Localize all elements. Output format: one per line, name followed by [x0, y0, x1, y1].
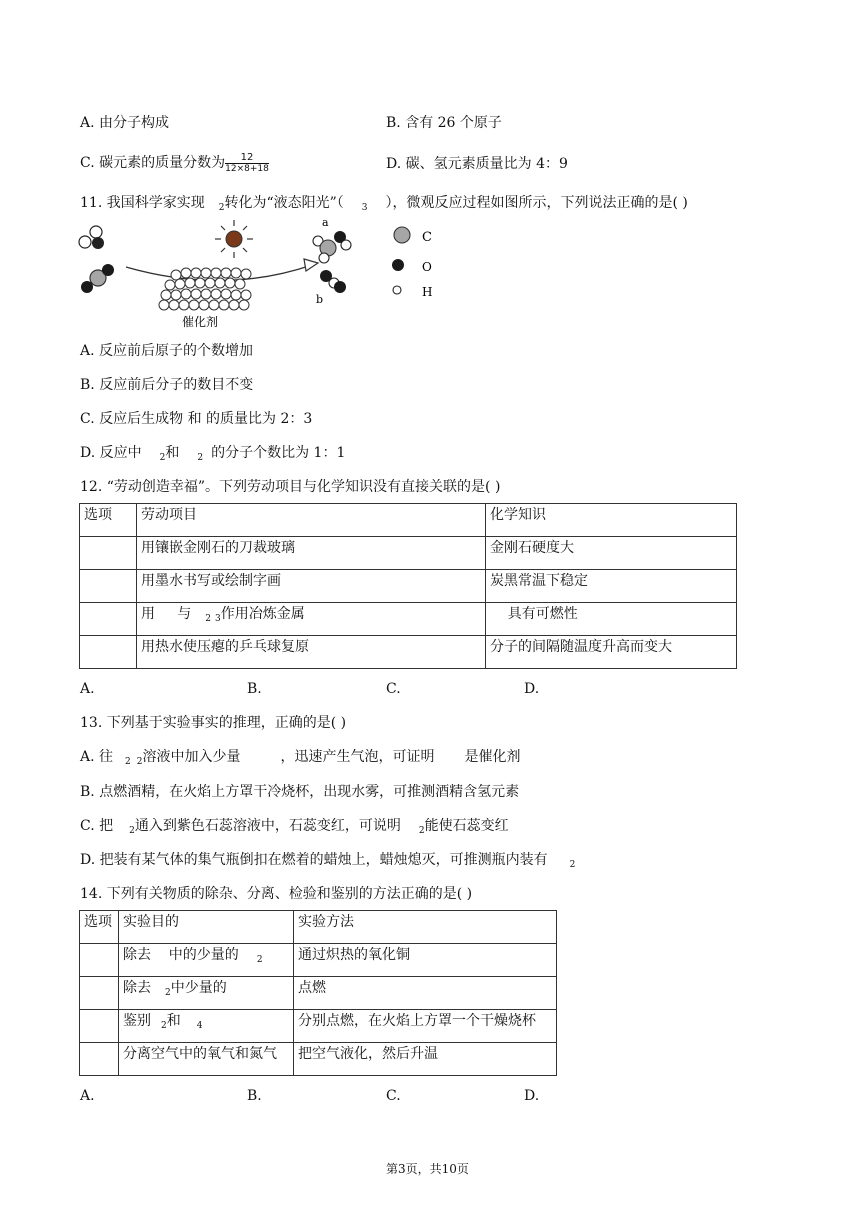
q13-option-a-part1: A. 往 [80, 749, 114, 765]
q12-answer-c: C. [386, 681, 401, 697]
table-cell-text: 除去 [123, 980, 151, 996]
q11-option-c: C. 反应后生成物 和 的质量比为 2：3 [80, 411, 313, 427]
q13-option-c-part2: 通入到紫色石蕊溶液中，石蕊变红，可说明 [134, 818, 401, 834]
product-a-molecule [313, 231, 351, 263]
q13-sub: 2 [125, 757, 131, 767]
q13-option-c-part1: C. 把 [80, 818, 114, 834]
q10-option-b: B. 含有 26 个原子 [386, 115, 502, 131]
legend-oxygen-icon [392, 259, 404, 271]
q13-option-b: B. 点燃酒精，在火焰上方罩干冷烧杯，出现水雾，可推测酒精含氢元素 [80, 784, 520, 800]
product-b-molecule [320, 270, 346, 293]
table-cell: 分别点燃，在火焰上方罩一个干燥烧杯 [294, 1010, 557, 1043]
table-row [80, 537, 737, 570]
q12-table [79, 503, 737, 669]
table-cell-text: 用 与 [141, 606, 192, 622]
table-header-cell: 选项 [80, 504, 137, 537]
reactant-h2-molecule [79, 226, 104, 249]
table-cell [137, 603, 486, 636]
q11-option-a: A. 反应前后原子的个数增加 [80, 343, 254, 359]
q11-option-d-part3: 的分子个数比为 1：1 [211, 445, 346, 461]
table-cell [119, 944, 294, 977]
q13-option-d-text: D. 把装有某气体的集气瓶倒扣在燃着的蜡烛上，蜡烛熄灭，可推测瓶内装有 [80, 852, 548, 868]
q13-option-a-part4: 是催化剂 [464, 749, 521, 765]
q11-stem-part1: 11. 我国科学家实现 [80, 195, 205, 211]
q11-option-d-part1: D. 反应中 [80, 445, 142, 461]
table-cell [119, 1010, 294, 1043]
reaction-arrow-head [304, 259, 318, 271]
q14-answer-d: D. [524, 1088, 540, 1104]
table-cell: 具有可燃性 [486, 603, 737, 636]
table-cell-sub: 3 [215, 614, 221, 624]
table-cell [80, 570, 137, 603]
table-cell: 分子的间隔随温度升高而变大 [486, 636, 737, 669]
q13-option-d [80, 851, 575, 874]
page-footer: 第3页，共10页 [386, 1162, 469, 1176]
legend-label-o: O [422, 260, 432, 274]
q13-stem: 13. 下列基于实验事实的推理，正确的是( ) [80, 715, 347, 731]
table-row [80, 1010, 557, 1043]
q13-option-a [80, 748, 520, 771]
q11-sub: 3 [361, 203, 368, 213]
q11-stem-part3: ），微观反应过程如图所示，下列说法正确的是( ) [385, 195, 688, 211]
atom-legend [392, 227, 432, 299]
table-row [80, 636, 737, 669]
q11-option-d-sub: 2 [197, 453, 204, 463]
q11-option-b: B. 反应前后分子的数目不变 [80, 377, 254, 393]
q11-sub: 2 [218, 203, 225, 213]
table-row [80, 944, 557, 977]
sun-icon [215, 220, 253, 258]
q13-option-a-part3: ，迅速产生气泡，可证明 [280, 749, 435, 765]
q11-option-d [80, 444, 345, 467]
table-cell-text: 鉴别 [123, 1013, 151, 1029]
fraction-numerator: 12 [225, 152, 269, 164]
q12-answer-d: D. [524, 681, 540, 697]
q10-option-c-text: C. 碳元素的质量分数为 [80, 155, 226, 171]
q14-answer-a: A. [80, 1088, 95, 1104]
table-header-row [80, 504, 737, 537]
q13-sub: 2 [129, 826, 135, 836]
table-header-cell: 实验方法 [294, 911, 557, 944]
reactant-co2-molecule [81, 264, 114, 293]
table-cell-sub: 2 [205, 614, 211, 624]
legend-label-c: C [422, 230, 432, 245]
q12-stem: 12. “劳动创造幸福”。下列劳动项目与化学知识没有直接关联的是( ) [80, 479, 501, 495]
table-cell-text: 除去 中的少量的 [123, 947, 239, 963]
table-header-cell: 劳动项目 [137, 504, 486, 537]
q13-sub: 2 [136, 757, 143, 767]
table-cell [80, 977, 119, 1010]
table-cell [80, 1010, 119, 1043]
table-row [80, 1043, 557, 1076]
table-header-cell: 化学知识 [486, 504, 737, 537]
q13-option-c [80, 817, 509, 840]
table-cell-sub: 2 [165, 988, 171, 998]
table-cell-sub: 4 [196, 1021, 203, 1031]
legend-label-h: H [422, 285, 433, 299]
table-cell [80, 603, 137, 636]
table-cell [80, 1043, 119, 1076]
table-header-row [80, 911, 557, 944]
q11-reaction-diagram [74, 215, 474, 335]
table-cell: 把空气液化，然后升温 [294, 1043, 557, 1076]
fraction-denominator: 12×8+18 [225, 163, 269, 174]
q10-option-a: A. 由分子构成 [80, 115, 170, 131]
q10-option-d: D. 碳、氢元素质量比为 4：9 [386, 156, 568, 172]
q11-option-d-sub: 2 [159, 453, 166, 463]
q14-answer-c: C. [386, 1088, 401, 1104]
table-cell: 分离空气中的氧气和氮气 [119, 1043, 294, 1076]
q10-fraction [225, 152, 269, 175]
q10-option-c [80, 150, 269, 176]
q14-table [79, 910, 557, 1076]
table-row [80, 977, 557, 1010]
q13-option-c-part3: 能使石蕊变红 [424, 818, 509, 834]
table-header-cell: 选项 [80, 911, 119, 944]
q12-answer-a: A. [80, 681, 95, 697]
legend-hydrogen-icon [393, 286, 401, 294]
table-cell [119, 977, 294, 1010]
table-cell [80, 944, 119, 977]
table-cell: 金刚石硬度大 [486, 537, 737, 570]
catalyst-label: 催化剂 [182, 315, 219, 329]
table-cell: 炭黑常温下稳定 [486, 570, 737, 603]
table-cell-text: 和 [166, 1013, 181, 1029]
q13-option-a-part2: 溶液中加入少量 [142, 749, 241, 765]
table-cell: 用热水使压瘪的乒乓球复原 [137, 636, 486, 669]
q11-stem-part2: 转化为“液态阳光”（ [224, 195, 344, 211]
table-header-cell: 实验目的 [119, 911, 294, 944]
table-cell [80, 537, 137, 570]
table-cell [80, 636, 137, 669]
catalyst-spheres [159, 268, 251, 310]
table-cell: 通过炽热的氧化铜 [294, 944, 557, 977]
q12-answer-b: B. [247, 681, 262, 697]
product-b-label: b [316, 293, 324, 306]
table-row [80, 603, 737, 636]
table-cell: 点燃 [294, 977, 557, 1010]
q11-option-d-part2: 和 [165, 445, 180, 461]
q13-sub: 2 [418, 826, 425, 836]
legend-carbon-icon [394, 227, 410, 243]
q13-sub: 2 [569, 860, 576, 870]
table-cell: 用镶嵌金刚石的刀裁玻璃 [137, 537, 486, 570]
table-cell-sub: 2 [161, 1021, 167, 1031]
q11-stem [80, 194, 688, 217]
table-cell-text: 作用冶炼金属 [220, 606, 305, 622]
table-cell-text: 中少量的 [170, 980, 227, 996]
q14-answer-b: B. [247, 1088, 262, 1104]
q14-stem: 14. 下列有关物质的除杂、分离、检验和鉴别的方法正确的是( ) [80, 886, 473, 902]
product-a-label: a [322, 216, 329, 229]
table-row [80, 570, 737, 603]
table-cell: 用墨水书写或绘制字画 [137, 570, 486, 603]
table-cell-sub: 2 [256, 955, 263, 965]
